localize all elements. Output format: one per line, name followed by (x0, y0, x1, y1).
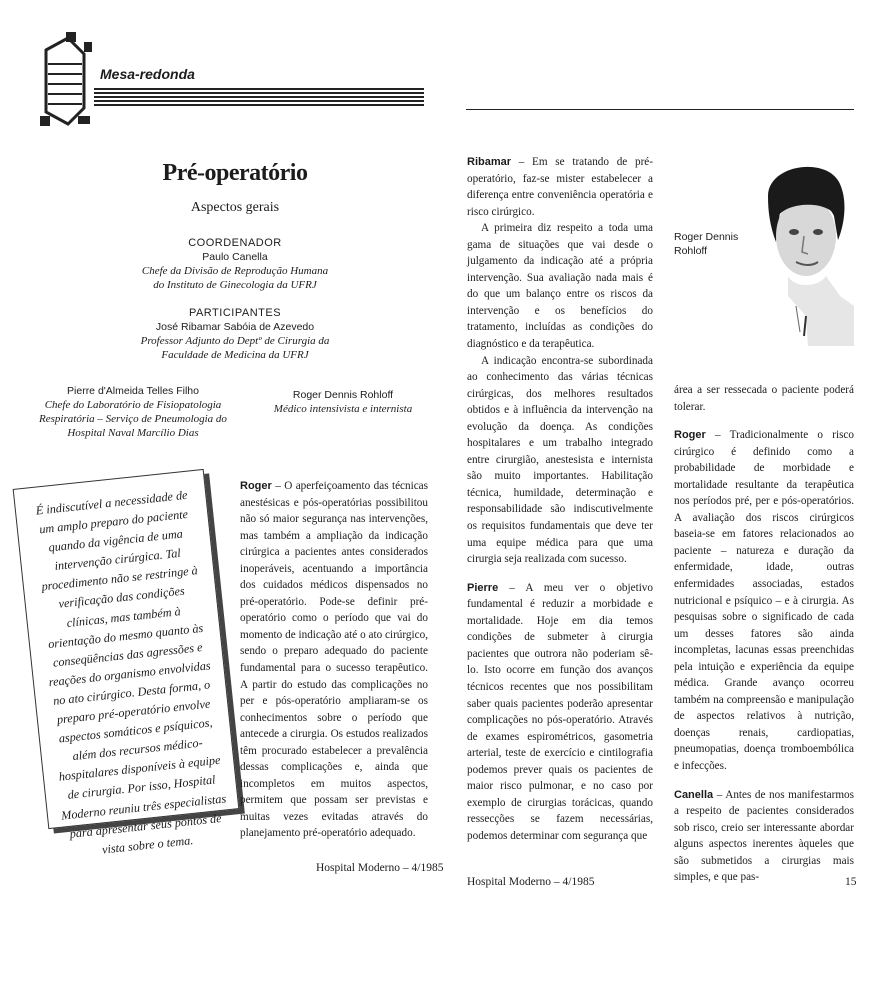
header-rule-right (466, 109, 854, 110)
coordinator-block (130, 236, 340, 292)
continued-text: área a ser ressecada o paciente poderá tolerar. (674, 384, 854, 413)
ribamar-paragraph-1 (467, 154, 653, 220)
footer-right: Hospital Moderno – 4/1985 (467, 876, 595, 888)
roger-paragraph-1 (240, 478, 428, 842)
participant-2-block (38, 384, 228, 440)
pierre-paragraph (467, 580, 653, 845)
participant-2-role-2: Respiratória – Serviço de Pneumologia do (39, 413, 227, 425)
photo-caption-line-1: Roger Dennis (674, 231, 739, 243)
coordinator-role-1: Chefe da Divisão de Reprodução Humana (141, 265, 329, 277)
magazine-logo-icon (38, 30, 96, 132)
footer-left: Hospital Moderno – 4/1985 (316, 862, 444, 874)
ribamar-paragraph-2: A primeira diz respeito a toda uma gama de situações que vai desde o julgamento da indicação até a própria intervenção. Sua avaliação nada mais é do que um balanço entre os riscos da intervenção e os benefícios do tratamento, incluídas as condições do diagnóstico e da terapêutica. (467, 222, 653, 351)
speaker-roger-2: Roger (674, 429, 706, 442)
column-2 (467, 154, 653, 844)
participant-1-name: José Ribamar Sabóia de Azevedo (155, 321, 315, 333)
participant-2-name: Pierre d'Almeida Telles Filho (67, 385, 199, 397)
participant-1-role-1: Professor Adjunto do Deptº de Cirurgia da (140, 335, 330, 347)
roger-text-2: – Tradicionalmente o risco cirúrgico é definido como a probabilidade de morbidade e mortalidade resultante da terapêutica nos períodos pré, per e pós-operatórios. A avaliação dos riscos cirúrgicos baseia-se em fatores relacionados ao paciente – natureza e duração da enfermidade, idade, outras enfermidades associadas, estados nutricional e psíquico – e à cirurgia. As pesquisas sobre o significado de cada um desses fatores são ainda incompletas, lacunas essas preenchidas pela intuição e experiência da equipe médica. Grande avanço ocorreu também na compreensão e manipulação de aspectos relativos à nutrição, doenças renais, cardiopatias, pneumopatias, doença tromboembólica e infecções. (674, 429, 854, 773)
column-1 (240, 478, 428, 842)
column-3 (674, 382, 854, 886)
speaker-pierre: Pierre (467, 581, 499, 594)
canella-text: – Antes de nos manifestarmos a respeito de pacientes considerados sob risco, creio ser interessante abordar alguns aspectos inerentes àqueles que são submetidos a cirurgias mais simples, e que pas- (674, 788, 854, 884)
speaker-ribamar: Ribamar (467, 156, 512, 168)
coordinator-heading: COORDENADOR (188, 237, 282, 249)
photo-caption-line-2: Rohloff (674, 245, 708, 257)
participants-block (120, 306, 350, 362)
roger-text-1: – O aperfeiçoamento das técnicas anestésicas e pós-operatórias possibilitou não só maior segurança nas intervenções, mas também a ampliação da indicação cirúrgica a pacientes antes considerados inoperáveis, acentuando a importância dos cuidados médicos dispensados no pré-operatório. Pode-se definir pré-operatório como o período que vai do momento de indicação até o ato cirúrgico, sendo o preparo adequado do paciente fundamental para o sucesso terapêutico. A partir do estudo das complicações no per e pós-operatório ampliaram-se os conhecimentos sobre o período que antecede a cirurgia. Os estudos realizados têm procurado estabelecer a prevalência dessas complicações e, ainda que incompletos em muitos aspectos, permitem que possam ser previstas e muitas vezes evitadas através do planejamento pré-operatório adequado. (240, 480, 428, 840)
page-number: 15 (845, 876, 857, 888)
participant-3-name: Roger Dennis Rohloff (292, 389, 394, 401)
canella-paragraph (674, 787, 854, 886)
portrait-photo (748, 156, 854, 346)
photo-caption (674, 230, 744, 258)
roger-paragraph-2 (674, 427, 854, 774)
participant-2-role-3: Hospital Naval Marcílio Dias (67, 427, 199, 439)
section-label: Mesa-redonda (100, 66, 195, 82)
participant-3-block (268, 388, 418, 416)
speaker-roger: Roger (240, 480, 272, 492)
header-rule (94, 88, 424, 108)
coordinator-role-2: do Instituto de Ginecologia da UFRJ (153, 279, 317, 291)
pierre-text: – A meu ver o objetivo fundamental é reduzir a morbidade e mortalidade. Hoje em dia temos condições de submeter à cirurgia pacientes que outrora não poderiam sê-lo. Isto ocorre em função dos avanços técnicos recentes que nos possibilitam saber quais pacientes poderão apresentar complicações no pós-operatório. Através de exames espirométricos, gasometria arterial, teste de exercício e cintilografia podemos prever quais os pacientes de maior risco pulmonar, e no caso por exemplo de cirurgias torácicas, quando ressecções se fazem necessárias, podemos determinar com segurança que (467, 581, 653, 842)
article-title: Pré-operatório (162, 160, 308, 186)
pull-quote-box (13, 469, 240, 857)
pull-quote-text: É indiscutível a necessidade de um amplo preparo do paciente quando da vigência de uma intervenção cirúrgica. Tal procedimento não se restringe à verificação das condições clínicas, mas também à orientação do mesmo quanto às conseqüências das agressões e reações do organismo envolvidas no ato cirúrgico. Desta forma, o preparo pré-operatório envolve aspectos somáticos e psíquicos, além dos recursos médico-hospitalares disponíveis à equipe de cirurgia. Por isso, Hospital Moderno reuniu três especialistas para apresentar seus pontos de vista sobre o tema. (35, 487, 227, 857)
speaker-canella: Canella (674, 788, 714, 801)
article-subtitle: Aspectos gerais (190, 200, 280, 215)
participants-heading: PARTICIPANTES (188, 307, 282, 319)
coordinator-name: Paulo Canella (202, 251, 268, 263)
participant-2-role-1: Chefe do Laboratório de Fisiopatologia (44, 399, 222, 411)
ribamar-paragraph-3: A indicação encontra-se subordinada ao conhecimento das várias técnicas cirúrgicas, dos melhores resultados obtidos e à influência da intervenção na evolução da doença. As condições hospitalares e um trabalho integrado entre cirurgião, anestesista e internista são muito importantes. Habilitação técnica, humildade, determinação e responsabilidade são indiscutivelmente os requisitos fundamentais que deve ter uma equipe médica para que uma cirurgia seja realizada com sucesso. (467, 354, 653, 566)
ribamar-text-1: – Em se tratando de pré-operatório, faz-se mister estabelecer a diferença entre conveniência operatória e risco cirúrgico. (467, 156, 653, 218)
participant-3-role-1: Médico intensivista e internista (273, 403, 413, 415)
participant-1-role-2: Faculdade de Medicina da UFRJ (161, 349, 309, 361)
